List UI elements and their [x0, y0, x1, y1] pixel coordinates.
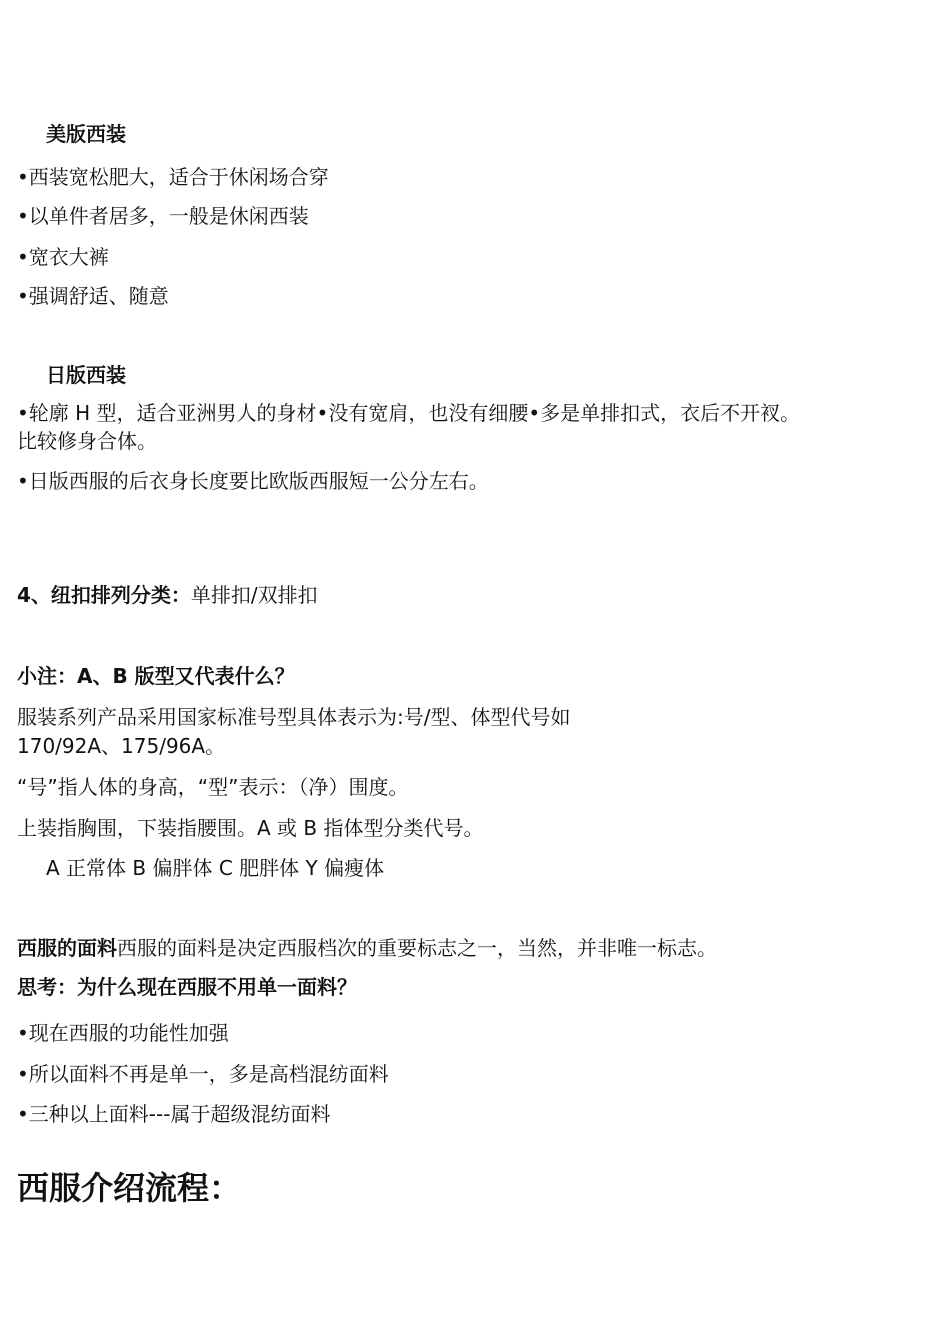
note-heading: 小注：A、B 版型又代表什么？	[17, 664, 295, 688]
section-title: 西服介绍流程：	[17, 1169, 242, 1207]
american-suit-item: •宽衣大裤	[17, 245, 109, 269]
fabric-item: •三种以上面料---属于超级混纺面料	[17, 1102, 331, 1126]
fabric-label: 西服的面料	[17, 936, 117, 960]
fabric-item: •现在西服的功能性加强	[17, 1021, 229, 1045]
american-suit-item: •西装宽松肥大，适合于休闲场合穿	[17, 165, 329, 189]
note-text: 上装指胸围，下装指腰围。A 或 B 指体型分类代号。	[17, 816, 484, 840]
fabric-question: 思考：为什么现在西服不用单一面料？	[17, 975, 357, 999]
american-suit-heading: 美版西装	[46, 122, 126, 146]
button-arrangement-value: 单排扣/双排扣	[190, 583, 318, 607]
american-suit-item: •以单件者居多，一般是休闲西装	[17, 204, 309, 228]
fabric-item: •所以面料不再是单一，多是高档混纺面料	[17, 1062, 389, 1086]
button-arrangement-label: 4、纽扣排列分类：	[17, 583, 191, 607]
fabric-line	[17, 934, 717, 962]
body-type-codes: A 正常体 B 偏胖体 C 肥胖体 Y 偏瘦体	[46, 856, 385, 880]
american-suit-item: •强调舒适、随意	[17, 284, 169, 308]
japanese-suit-heading: 日版西装	[46, 363, 126, 387]
note-text: 服装系列产品采用国家标准号型具体表示为:号/型、体型代号如	[17, 705, 571, 729]
note-text: 170/92A、175/96A。	[17, 734, 226, 758]
japanese-suit-item: •日版西服的后衣身长度要比欧版西服短一公分左右。	[17, 469, 489, 493]
button-arrangement-line	[17, 581, 318, 609]
japanese-suit-item: •轮廓 H 型，适合亚洲男人的身材•没有宽肩，也没有细腰•多是单排扣式，衣后不开衩。	[17, 401, 801, 425]
note-text: “号”指人体的身高，“型”表示：（净）围度。	[17, 775, 409, 799]
japanese-suit-item-continued: 比较修身合体。	[17, 429, 157, 453]
fabric-text: 西服的面料是决定西服档次的重要标志之一，当然，并非唯一标志。	[117, 936, 717, 960]
